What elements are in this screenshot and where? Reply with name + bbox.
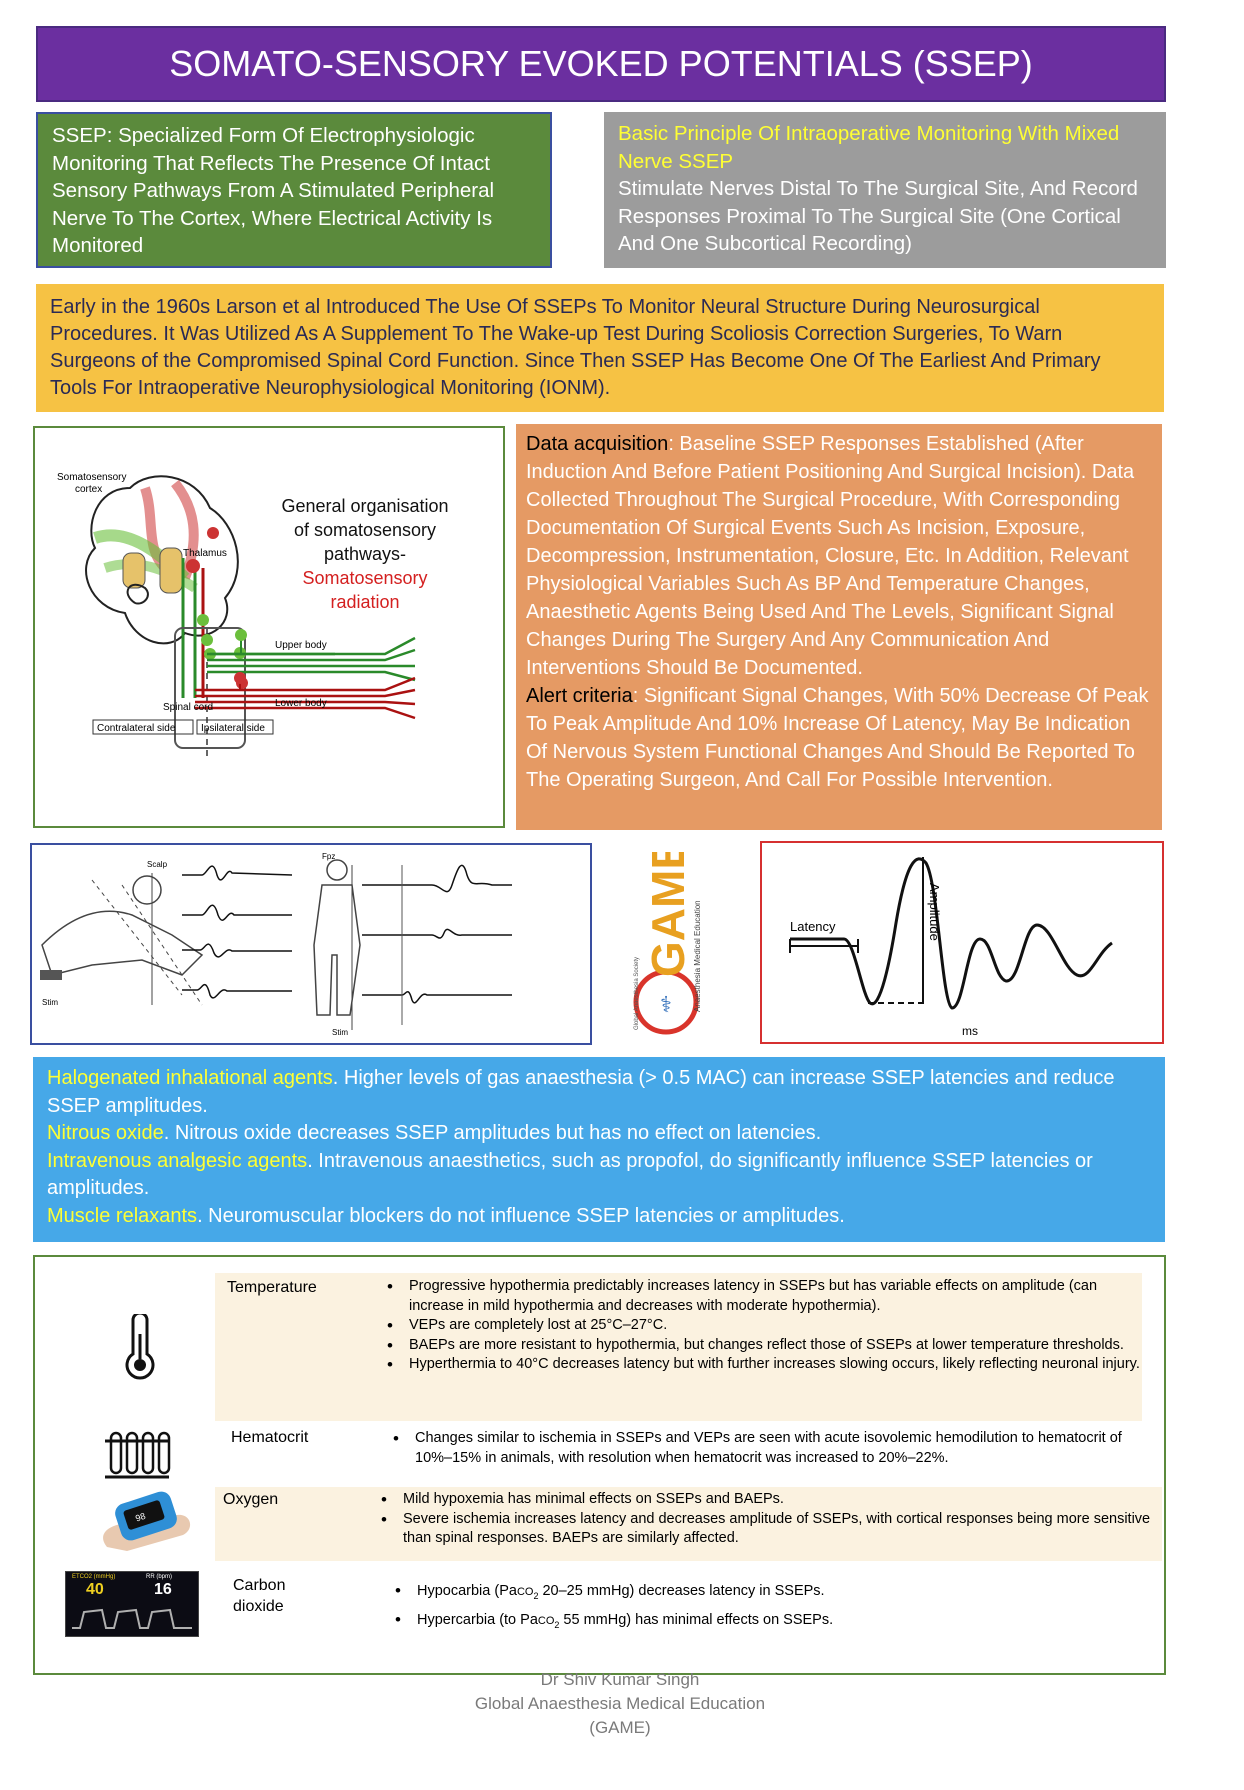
agent-item-nitrous: Nitrous oxide. Nitrous oxide decreases SSEP amplitudes but has no effect on latencies. [47, 1122, 822, 1144]
logo-subtitle: Anaesthesia Medical Education [693, 900, 702, 1012]
etco2-value: 40 [86, 1581, 104, 1598]
oxygen-bullet: • Severe ischemia increases latency and decreases amplitude of SSEPs, with cortical responses being more sensitive than spinal responses. BAEPs are similarly affected. [403, 1510, 1155, 1549]
footer-acronym: (GAME) [589, 1718, 651, 1737]
temperature-label: Temperature [227, 1279, 317, 1296]
amplitude-label: Amplitude [927, 883, 942, 941]
test-tubes-icon [97, 1425, 189, 1485]
oxygen-bullet: • Mild hypoxemia has minimal effects on SSEPs and BAEPs. [403, 1490, 1155, 1510]
logo-figure: ⚕ [660, 992, 672, 1017]
capnograph-monitor [65, 1571, 199, 1637]
thermometer-icon [120, 1314, 160, 1384]
game-logo [628, 852, 708, 1042]
rr-value: 16 [154, 1581, 172, 1598]
latency-label: Latency [790, 919, 836, 934]
diagram-title-1: General organisation [281, 496, 449, 516]
label-cortex-1: Somatosensory [57, 472, 127, 483]
logo-ring-text: Global Anaesthesia Society [634, 956, 640, 1030]
pathway-diagram-svg [35, 428, 503, 826]
oxygen-label: Oxygen [223, 1491, 279, 1508]
footer-author: Dr Shiv Kumar Singh [540, 1670, 700, 1689]
temperature-bullet: • Progressive hypothermia predictably increases latency in SSEPs but has variable effects on amplitude (can increase in mild hypothermia and decreases with moderate hypothermia). [409, 1277, 1141, 1316]
arm-figure [42, 911, 202, 975]
principle-heading: Basic Principle Of Intraoperative Monitoring With Mixed Nerve SSEP [618, 122, 1120, 173]
etco2-label: ETCO2 (mmHg) [72, 1574, 116, 1580]
label-upper-body: Upper body [275, 640, 327, 651]
green-node-2 [201, 634, 213, 646]
diagram-title-red-1: Somatosensory [302, 568, 428, 588]
temperature-bullets [381, 1277, 1141, 1375]
thalamus-shape [123, 553, 145, 588]
label-cortex-2: cortex [75, 484, 103, 495]
thalamus-shape-2 [160, 548, 182, 593]
label-ipsilateral: Ipsilateral side [201, 723, 265, 734]
label-thalamus: Thalamus [183, 548, 227, 559]
arm-figure-head [133, 876, 161, 904]
waveform-trace [790, 859, 1112, 1008]
agent-item-halogenated: Halogenated inhalational agents. Higher levels of gas anaesthesia (> 0.5 MAC) can increase SSEP latencies and reduce SSEP amplitudes. [47, 1067, 1115, 1117]
rr-label: RR (bpm) [146, 1574, 173, 1580]
waveform-svg [762, 843, 1162, 1042]
alert-criteria-label: Alert criteria [526, 685, 633, 707]
alert-criteria-text: : Significant Signal Changes, With 50% Decrease Of Peak To Peak Amplitude And 10% Increase Of Latency, May Be Indication Of Nervous System Functional Changes And Should Be Reported To The Operating Surgeon, And Call For Possible Intervention. [526, 685, 1149, 791]
pulse-oximeter-icon [87, 1485, 199, 1561]
diagram-title-2: of somatosensory [293, 520, 437, 540]
stim-electrode-1 [40, 970, 62, 980]
thalamus-node [186, 559, 200, 573]
data-acquisition-text: : Baseline SSEP Responses Established (After Induction And Before Patient Positioning And Surgical Incision). Data Collected Throughout The Surgical Procedure, With Corresponding Documentation Of Surgical Events Such As Incision, Exposure, Decompression, Instrumentation, Closure, Etc. In Addition, Relevant Physiological Variables Such As BP And Temperature Changes, Anaesthetic Agents Being Used And The Levels, Significant Signal Changes During The Surgery And Any Communication And Interventions Should Be Documented. [526, 433, 1135, 679]
hematocrit-bullet: • Changes similar to ischemia in SSEPs and VEPs are seen with acute isovolemic hemodilution to hematocrit of 10%–15% in animals, with resolution when hematocrit was increased to 20%–22%. [415, 1429, 1147, 1468]
footer [420, 1668, 820, 1740]
carbon-dioxide-bullet: • Hypocarbia (PaCO$_2$ 20–25 mmHg) decreases latency in SSEPs. [417, 1579, 1149, 1608]
waveform-x-label: ms [962, 1024, 978, 1038]
diagram-title-red-2: radiation [330, 592, 400, 612]
temperature-bullet: • VEPs are completely lost at 25°C–27°C. [409, 1316, 1141, 1336]
green-node [197, 614, 209, 626]
temperature-bullet: • Hyperthermia to 40°C decreases latency but with further increases slowing occurs, likely reflecting neuronal injury. [409, 1355, 1141, 1375]
history-box [36, 284, 1164, 412]
principle-text: Stimulate Nerves Distal To The Surgical Site, And Record Responses Proximal To The Surgical Site (One Cortical And One Subcortical Recording) [618, 177, 1138, 255]
hematocrit-label: Hematocrit [231, 1429, 309, 1446]
label-contralateral: Contralateral side [97, 723, 176, 734]
oxygen-bullets [375, 1490, 1155, 1549]
agent-item-intravenous: Intravenous analgesic agents. Intravenous anaesthetics, such as propofol, do significantly influence SSEP latencies or amplitudes. [47, 1149, 1093, 1199]
physiological-factors-table [33, 1255, 1166, 1675]
svg-text:98: 98 [134, 1510, 147, 1524]
data-acquisition-label: Data acquisition [526, 433, 669, 455]
principle-box [604, 112, 1166, 268]
ssep-recording-svg [32, 845, 590, 1043]
pathway-diagram [33, 426, 505, 828]
footer-organisation: Global Anaesthesia Medical Education [474, 1694, 766, 1713]
history-text: Early in the 1960s Larson et al Introduced The Use Of SSEPs To Monitor Neural Structure During Neurosurgical Procedures. It Was Utilized As A Supplement To The Wake-up Test During Scoliosis Correction Surgeries, To Warn Surgeons of the Compromised Spinal Cord Function. Since Then SSEP Has Become One Of The Earliest And Primary Tools For Intraoperative Neurophysiological Monitoring (IONM). [50, 296, 1101, 399]
page-title: SOMATO-SENSORY EVOKED POTENTIALS (SSEP) [36, 26, 1166, 102]
definition-text: SSEP: Specialized Form Of Electrophysiologic Monitoring That Reflects The Presence Of Intact Sensory Pathways From A Stimulated Peripheral Nerve To The Cortex, Where Electrical Activity Is Monitored [52, 124, 495, 257]
acquisition-box [516, 424, 1162, 830]
scalp-label-2: Fpz [322, 852, 336, 861]
stim-label-2: Stim [332, 1028, 348, 1037]
anaesthetic-agents-box [33, 1057, 1165, 1242]
hematocrit-bullets [387, 1429, 1147, 1468]
game-logo-svg [628, 852, 708, 1042]
body-figure [314, 885, 360, 1015]
definition-box [36, 112, 552, 268]
label-spinal-cord: Spinal cord [163, 702, 214, 713]
cortex-node [207, 527, 219, 539]
label-lower-body: Lower body [275, 698, 327, 709]
body-figure-head [327, 860, 347, 880]
logo-letters: GAME [642, 852, 694, 977]
temperature-bullet: • BAEPs are more resistant to hypothermia, but changes reflect those of SSEPs at lower temperature thresholds. [409, 1336, 1141, 1356]
carbon-dioxide-bullet: • Hypercarbia (to PaCO$_2$ 55 mmHg) has minimal effects on SSEPs. [417, 1608, 1149, 1637]
diagram-title-3: pathways- [323, 544, 407, 564]
carbon-dioxide-label: Carbon dioxide [233, 1577, 286, 1615]
ssep-waveform-figure [760, 841, 1164, 1044]
capnogram-wave [70, 1606, 194, 1632]
ssep-recording-figure [30, 843, 592, 1045]
carbon-dioxide-bullets [389, 1579, 1149, 1637]
stim-label-1: Stim [42, 998, 58, 1007]
upper-ganglion [235, 629, 247, 641]
agent-item-muscle-relaxants: Muscle relaxants. Neuromuscular blockers do not influence SSEP latencies or amplitudes. [47, 1204, 845, 1227]
scalp-label-1: Scalp [147, 860, 168, 869]
lower-ganglion [234, 672, 246, 684]
